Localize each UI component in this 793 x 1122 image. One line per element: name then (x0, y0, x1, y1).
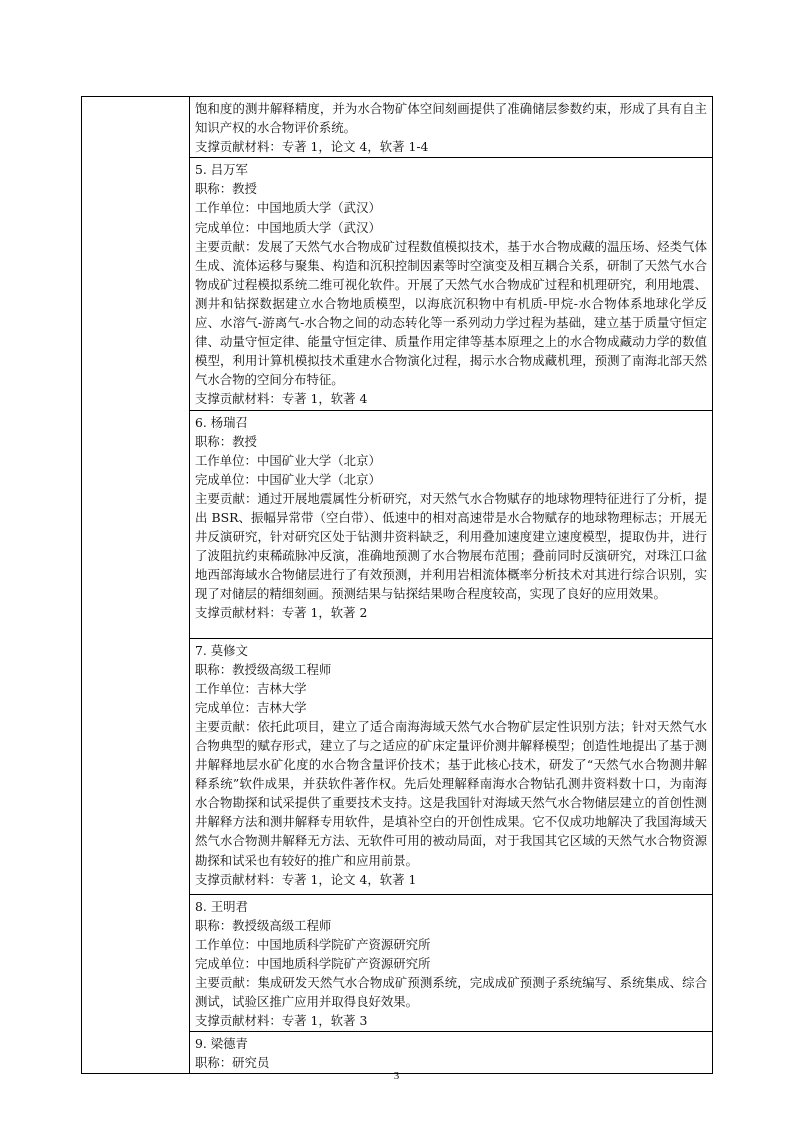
contributor-title: 职称：教授 (195, 181, 257, 197)
contributor-unit: 完成单位：中国地质科学院矿产资源研究所 (195, 955, 431, 971)
contributor-unit: 完成单位：中国矿业大学（北京） (195, 471, 381, 487)
contributor-name: 6. 杨瑞召 (195, 414, 248, 430)
supporting-materials: 支撑贡献材料：专著 1，软著 4 (195, 391, 368, 407)
supporting-materials: 支撑贡献材料：专著 1，软著 2 (195, 605, 368, 621)
contributor-cell-6 (190, 410, 713, 638)
contributor-cell-9 (190, 1032, 713, 1074)
contributor-unit: 完成单位：中国地质大学（武汉） (195, 219, 381, 235)
contributor-workplace: 工作单位：中国地质科学院矿产资源研究所 (195, 936, 431, 952)
contributor-workplace: 工作单位：中国矿业大学（北京） (195, 452, 381, 468)
contributor-workplace: 工作单位：吉林大学 (195, 680, 307, 696)
contribution-text: 主要贡献：依托此项目，建立了适合南海海域天然气水合物矿层定性识别方法；针对天然气水合物典型的赋存形式，建立了与之适应的矿床定量评价测井解释模型；创造性地提出了基于测井解释地层水矿化度的水合物含量评价技术；基于此核心技术，研发了“天然气水合物测井解释系统”软件成果，并获软件著作权。先后处理解释南海水合物钻孔测井资料数十口，为南海水合物勘探和试采提供了重要技术支持。这是我国针对海域天然气水合物储层建立的首创性测井解释方法和测井解释专用软件，是填补空白的开创性成果。它不仅成功地解决了我国海域天然气水合物测井解释无方法、无软件可用的被动局面，对于我国其它区域的天然气水合物资源勘探和试采也有较好的推广和应用前景。 (195, 718, 707, 868)
left-label-column (82, 97, 190, 1074)
contributors-table (81, 96, 713, 1074)
contribution-text: 饱和度的测井解释精度，并为水合物矿体空间刻画提供了准确储层参数约束，形成了具有自主知识产权的水合物评价系统。 (195, 101, 707, 136)
contributor-cell-5 (190, 158, 713, 410)
contributor-name: 9. 梁德青 (195, 1036, 248, 1052)
contributor-cell-8 (190, 894, 713, 1032)
contribution-text: 主要贡献：通过开展地震属性分析研究，对天然气水合物赋存的地球物理特征进行了分析，提出 BSR、振幅异常带（空白带）、低速中的相对高速带是水合物赋存的地球物理标志；开展无井反演研究，针对研究区处于钻测井资料缺乏，利用叠加速度建立速度模型，提取伪井，进行了波阻抗约束稀疏脉冲反演，准确地预测了水合物展布范围；叠前同时反演研究，对珠江口盆地西部海域水合物储层进行了有效预测，并利用岩相流体概率分析技术对其进行综合识别，实现了对储层的精细刻画。预测结果与钻探结果吻合程度较高，实现了良好的应用效果。 (195, 490, 707, 602)
contribution-text: 主要贡献：发展了天然气水合物成矿过程数值模拟技术，基于水合物成藏的温压场、烃类气体生成、流体运移与聚集、构造和沉积控制因素等时空演变及相互耦合关系，研制了天然气水合物成矿过程模拟系统二维可视化软件。开展了天然气水合物成矿过程和机理研究，利用地震、测井和钻探数据建立水合物地质模型，以海底沉积物中有机质-甲烷-水合物体系地球化学反应、水溶气-游离气-水合物之间的动态转化等一系列动力学过程为基础，建立基于质量守恒定律、动量守恒定律、能量守恒定律、质量作用定律等基本原理之上的水合物成藏动力学的数值模型，利用计算机模拟技术重建水合物演化过程，揭示水合物成藏机理，预测了南海北部天然气水合物的空间分布特征。 (195, 238, 707, 388)
supporting-materials: 支撑贡献材料：专著 1，论文 4，软著 1-4 (195, 139, 429, 155)
contributor-name: 5. 吕万军 (195, 162, 248, 178)
page-number: 3 (393, 1070, 400, 1082)
contributor-workplace: 工作单位：中国地质大学（武汉） (195, 200, 381, 216)
contributor-cell-7 (190, 638, 713, 894)
contributor-name: 8. 王明君 (195, 898, 248, 914)
contributor-title: 职称：教授级高级工程师 (195, 917, 332, 933)
contributor-unit: 完成单位：吉林大学 (195, 699, 307, 715)
contributor-name: 7. 莫修文 (195, 642, 248, 658)
contributor-title: 职称：教授 (195, 433, 257, 449)
supporting-materials: 支撑贡献材料：专著 1，论文 4，软著 1 (195, 871, 417, 887)
contributor-title: 职称：教授级高级工程师 (195, 661, 332, 677)
contribution-text: 主要贡献：集成研发天然气水合物成矿预测系统，完成成矿预测子系统编写、系统集成、综合测试，试验区推广应用并取得良好效果。 (195, 974, 707, 1009)
supporting-materials: 支撑贡献材料：专著 1，软著 3 (195, 1013, 368, 1029)
contributor-cell-continued (190, 97, 713, 158)
table-row (82, 97, 713, 158)
contributor-title: 职称：研究员 (195, 1055, 270, 1071)
